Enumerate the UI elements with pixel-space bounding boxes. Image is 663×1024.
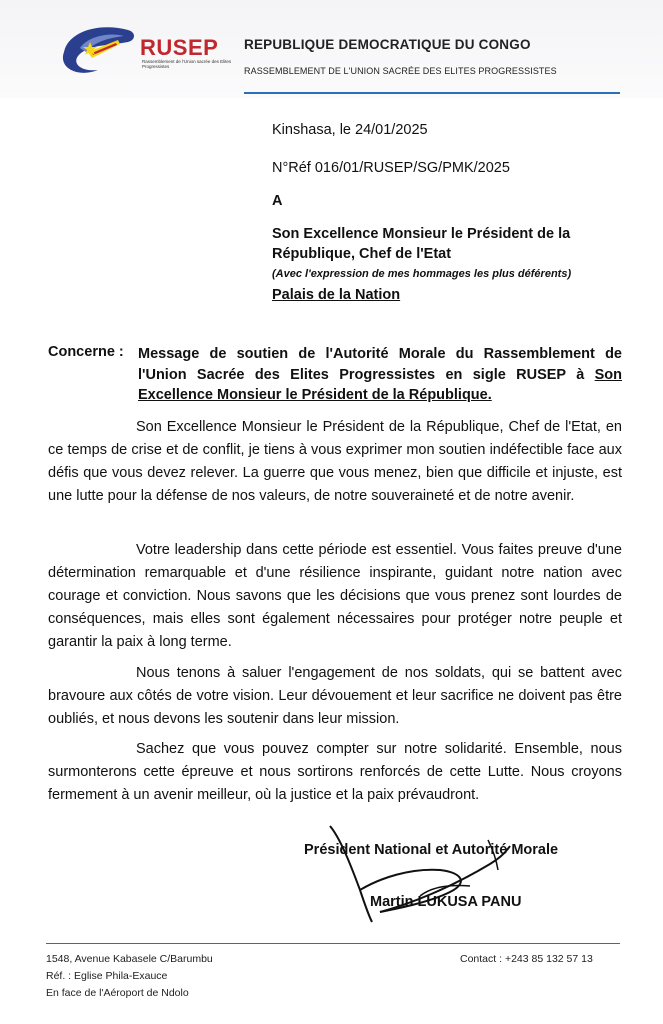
recipient-place: Palais de la Nation xyxy=(272,287,401,303)
brand-name: RUSEP xyxy=(140,35,219,60)
body-paragraph-1: Son Excellence Monsieur le Président de la République, Chef de l'Etat, en ce temps de crise et de conflit, je tiens à vous exprimer mon soutien indéfectible face aux défis que vous devez relever. La guerre que vous menez, bien que difficile et injuste, est une lutte pour la défense de nos valeurs, de notre souveraineté et de notre avenir. xyxy=(48,419,622,504)
recipient-note: (Avec l'expression de mes hommages les plus déférents) xyxy=(272,268,572,280)
footer-address-1: 1548, Avenue Kabasele C/Barumbu xyxy=(46,953,213,965)
footer-address-3: En face de l'Aéroport de Ndolo xyxy=(46,987,189,999)
recipient-line-1: Son Excellence Monsieur le Président de la xyxy=(272,226,571,242)
subject-text xyxy=(138,344,622,406)
header-divider xyxy=(244,92,620,94)
body-paragraph-4: Sachez que vous pouvez compter sur notre solidarité. Ensemble, nous surmonterons cette épreuve et nous sortirons renforcés de cette Lutte. Nous croyons fermement à un avenir meilleur, où la justice et la paix prévaudront. xyxy=(48,741,622,803)
subject-recipient: Son Excellence Monsieur le Président de la République. xyxy=(138,366,623,403)
footer-address-2: Réf. : Eglise Phila-Exauce xyxy=(46,970,168,982)
reference-number: N°Réf 016/01/RUSEP/SG/PMK/2025 xyxy=(272,160,510,176)
handwritten-signature-icon xyxy=(320,818,530,928)
subject-main: Message de soutien de l'Autorité Morale du Rassemblement de l'Union Sacrée des Elites Progressistes en sigle RUSEP à xyxy=(138,346,622,383)
footer-contact: Contact : +243 85 132 57 13 xyxy=(460,953,593,965)
rusep-logo-icon xyxy=(58,22,138,78)
brand-tagline: Rassemblement de l'Union sacrée des Elites Progressistes xyxy=(142,59,232,69)
organization-name: RASSEMBLEMENT DE L'UNION SACRÉE DES ELITES PROGRESSISTES xyxy=(244,66,557,76)
letterhead xyxy=(0,0,663,98)
signatory-title: Président National et Autorité Morale xyxy=(304,842,559,858)
body-paragraph-3: Nous tenons à saluer l'engagement de nos soldats, qui se battent avec bravoure aux côtés de votre vision. Leur dévouement et leur sacrifice ne doivent pas être oubliés, et nous devons les soutenir dans leur mission. xyxy=(48,665,622,727)
subject-label: Concerne : xyxy=(48,344,124,360)
signatory-name: Martin LUKUSA PANU xyxy=(370,894,522,910)
addressee-prefix: A xyxy=(272,193,283,209)
country-title: REPUBLIQUE DEMOCRATIQUE DU CONGO xyxy=(244,37,531,52)
footer-divider xyxy=(46,943,620,944)
body-paragraph-2: Votre leadership dans cette période est essentiel. Vous faites preuve d'une détermination remarquable et d'une résilience inspirante, guidant notre nation avec courage et conviction. Nous savons que les décisions que vous prenez sont lourdes de conséquences, mais elles sont également nécessaires pour protéger notre peuple et garantir la paix à long terme. xyxy=(48,542,622,650)
place-date: Kinshasa, le 24/01/2025 xyxy=(272,122,428,138)
recipient-line-2: République, Chef de l'Etat xyxy=(272,246,452,262)
